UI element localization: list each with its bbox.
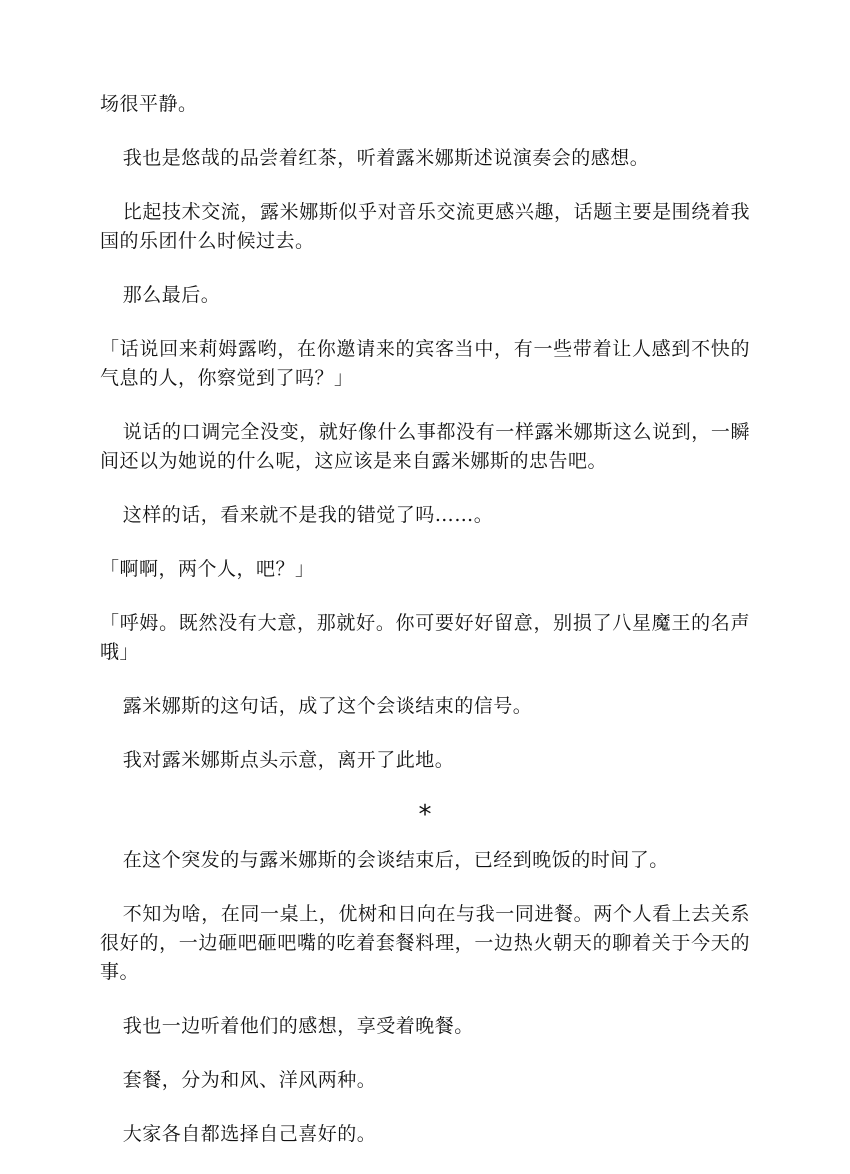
document-page bbox=[100, 90, 750, 1174]
paragraph: 说话的口调完全没变，就好像什么事都没有一样露米娜斯这么说到，一瞬间还以为她说的什么呢，这应该是来自露米娜斯的忠告吧。 bbox=[100, 421, 750, 472]
paragraph: 我也是悠哉的品尝着红茶，听着露米娜斯述说演奏会的感想。 bbox=[122, 147, 650, 169]
paragraph: 那么最后。 bbox=[122, 284, 221, 306]
paragraph: 我也一边听着他们的感想，享受着晚餐。 bbox=[122, 1015, 474, 1037]
section-divider: * bbox=[418, 800, 432, 830]
paragraph: 套餐，分为和风、洋风两种。 bbox=[122, 1069, 377, 1091]
paragraph: 场很平静。 bbox=[100, 93, 198, 115]
paragraph: 大家各自都选择自己喜好的。 bbox=[122, 1123, 377, 1145]
paragraph: 不知为啥，在同一桌上，优树和日向在与我一同进餐。两个人看上去关系很好的，一边砸吧砸吧嘴的吃着套餐料理，一边热火朝天的聊着关于今天的事。 bbox=[100, 903, 750, 983]
paragraph: 在这个突发的与露米娜斯的会谈结束后，已经到晚饭的时间了。 bbox=[122, 849, 669, 871]
paragraph: 这样的话，看来就不是我的错觉了吗……。 bbox=[122, 504, 494, 526]
paragraph: 我对露米娜斯点头示意，离开了此地。 bbox=[122, 749, 455, 771]
dialogue-paragraph: 「话说回来莉姆露哟，在你邀请来的宾客当中，有一些带着让人感到不快的气息的人，你察觉到了吗？」 bbox=[100, 338, 750, 389]
dialogue-paragraph: 「呼姆。既然没有大意，那就好。你可要好好留意，别损了八星魔王的名声哦」 bbox=[100, 612, 750, 663]
dialogue-paragraph: 「啊啊，两个人，吧？」 bbox=[100, 558, 315, 580]
paragraph: 比起技术交流，露米娜斯似乎对音乐交流更感兴趣，话题主要是围绕着我国的乐团什么时候过去。 bbox=[100, 201, 750, 252]
paragraph: 露米娜斯的这句话，成了这个会谈结束的信号。 bbox=[122, 695, 533, 717]
